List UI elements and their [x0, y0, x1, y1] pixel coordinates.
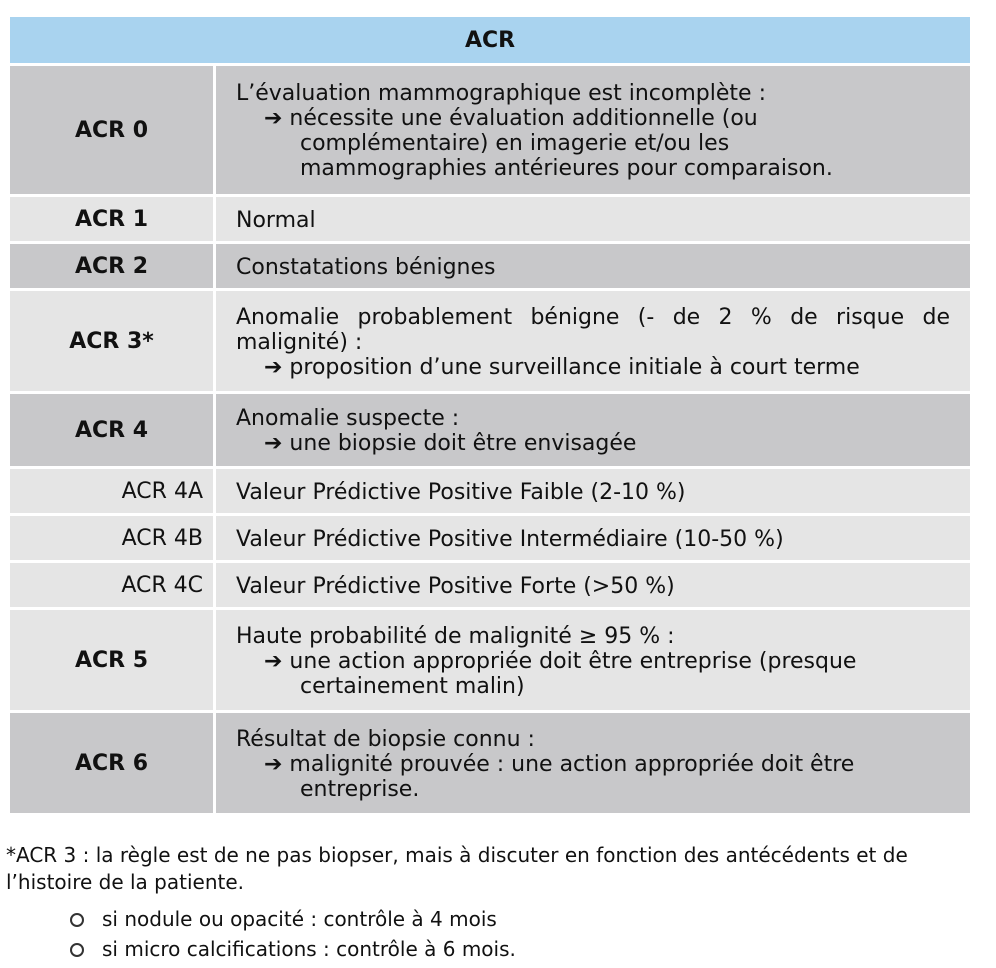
footnote-bullet-list [6, 906, 976, 963]
row-label: ACR 4B [10, 516, 216, 560]
row-description: Valeur Prédictive Positive Faible (2-10 %) [216, 469, 970, 513]
row-description: Constatations bénignes [216, 244, 970, 288]
row-label: ACR 2 [10, 244, 216, 288]
bullet-item: si nodule ou opacité : contrôle à 4 mois [70, 906, 976, 933]
table-row-acr-6 [10, 713, 970, 813]
bullet-item: si micro calcifications : contrôle à 6 mois. [70, 936, 976, 963]
row-label: ACR 0 [10, 66, 216, 194]
row-description: Normal [216, 197, 970, 241]
table-row-acr-2 [10, 244, 970, 288]
row-description: L’évaluation mammographique est incomplète : ➔ nécessite une évaluation additionnelle (ou complémentaire) en imagerie et/ou les mammographies antérieures pour comparaison. [216, 66, 970, 194]
row-description: Résultat de biopsie connu : ➔ malignité prouvée : une action appropriée doit être entreprise. [216, 713, 970, 813]
row-label: ACR 6 [10, 713, 216, 813]
row-description: Anomalie suspecte : ➔ une biopsie doit être envisagée [216, 394, 970, 466]
table-row-acr-1 [10, 197, 970, 241]
row-label: ACR 4C [10, 563, 216, 607]
table-row-acr-4b [10, 516, 970, 560]
row-label: ACR 1 [10, 197, 216, 241]
row-label: ACR 4 [10, 394, 216, 466]
table-row-acr-3 [10, 291, 970, 391]
row-description: Valeur Prédictive Positive Forte (>50 %) [216, 563, 970, 607]
table-row-acr-4c [10, 563, 970, 607]
row-description: Valeur Prédictive Positive Intermédiaire (10-50 %) [216, 516, 970, 560]
footnote [6, 842, 976, 966]
row-label: ACR 5 [10, 610, 216, 710]
row-label: ACR 4A [10, 469, 216, 513]
row-label: ACR 3* [10, 291, 216, 391]
table-row-acr-4a [10, 469, 970, 513]
table-row-acr-4 [10, 394, 970, 466]
footnote-text: *ACR 3 : la règle est de ne pas biopser, mais à discuter en fonction des antécédents et de l’histoire de la patiente. [6, 843, 908, 894]
table-header: ACR [10, 17, 970, 63]
table-row-acr-0 [10, 66, 970, 194]
table-header-row [10, 17, 970, 63]
row-description: Haute probabilité de malignité ≥ 95 % : ➔ une action appropriée doit être entreprise (presque certainement malin) [216, 610, 970, 710]
row-description: Anomalie probablement bénigne (- de 2 % de risque de malignité) : ➔ proposition d’une surveillance initiale à court terme [216, 291, 970, 391]
table-row-acr-5 [10, 610, 970, 710]
acr-classification-table [10, 14, 970, 816]
